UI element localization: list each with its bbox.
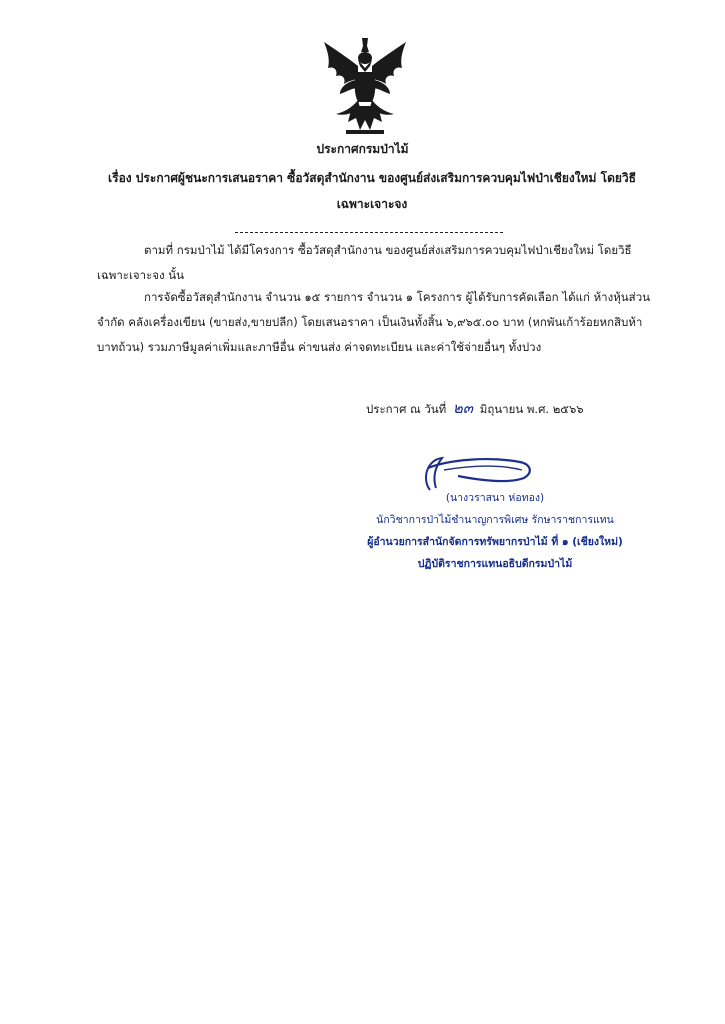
body-paragraph-1-text: ตามที่ กรมป่าไม้ ได้มีโครงการ ซื้อวัสดุสำนักงาน ของศูนย์ส่งเสริมการควบคุมไฟป่าเชียงใหม่ โดยวิธีเฉพาะเจาะจง นั้น (97, 243, 632, 282)
signatory-name: (นางวราสนา ห่อทอง) (445, 492, 545, 504)
announcement-subject: เรื่อง ประกาศผู้ชนะการเสนอราคา ซื้อวัสดุสำนักงาน ของศูนย์ส่งเสริมการควบคุมไฟป่าเชียงใหม่ โดยวิธีเฉพาะเจาะจง (108, 171, 636, 211)
separator-line (235, 232, 503, 233)
signatory-position-1: นักวิชาการป่าไม้ชำนาญการพิเศษ รักษาราชการแทน (376, 514, 614, 526)
date-day: ๒๓ (452, 399, 474, 417)
date-month-year: มิถุนายน พ.ศ. ๒๕๖๖ (479, 402, 584, 416)
announcement-date (366, 396, 584, 420)
date-prefix: ประกาศ ณ วันที่ (366, 402, 447, 416)
signature-block (340, 487, 650, 575)
body-paragraph-2-text: การจัดซื้อวัสดุสำนักงาน จำนวน ๑๕ รายการ จำนวน ๑ โครงการ ผู้ได้รับการคัดเลือก ได้แก่ ห้างหุ้นส่วนจำกัด คลังเครื่องเขียน (ขายส่ง,ขายปลีก) โดยเสนอราคา เป็นเงินทั้งสิ้น ๖,๙๖๕.๐๐ บาท (หกพันเก้าร้อยหกสิบห้าบาทถ้วน) รวมภาษีมูลค่าเพิ่มและภาษีอื่น ค่าขนส่ง ค่าจดทะเบียน และค่าใช้จ่ายอื่นๆ ทั้งปวง (97, 290, 651, 354)
signatory-position-3: ปฏิบัติราชการแทนอธิบดีกรมป่าไม้ (417, 558, 573, 570)
signatory-position-2: ผู้อำนวยการสำนักจัดการทรัพยากรป่าไม้ ที่ ๑ (เชียงใหม่) (367, 536, 623, 548)
garuda-emblem-icon (318, 36, 412, 136)
body-paragraph-1 (97, 238, 657, 288)
body-paragraph-2 (97, 285, 657, 360)
announcement-title: ประกาศกรมป่าไม้ (316, 142, 409, 156)
